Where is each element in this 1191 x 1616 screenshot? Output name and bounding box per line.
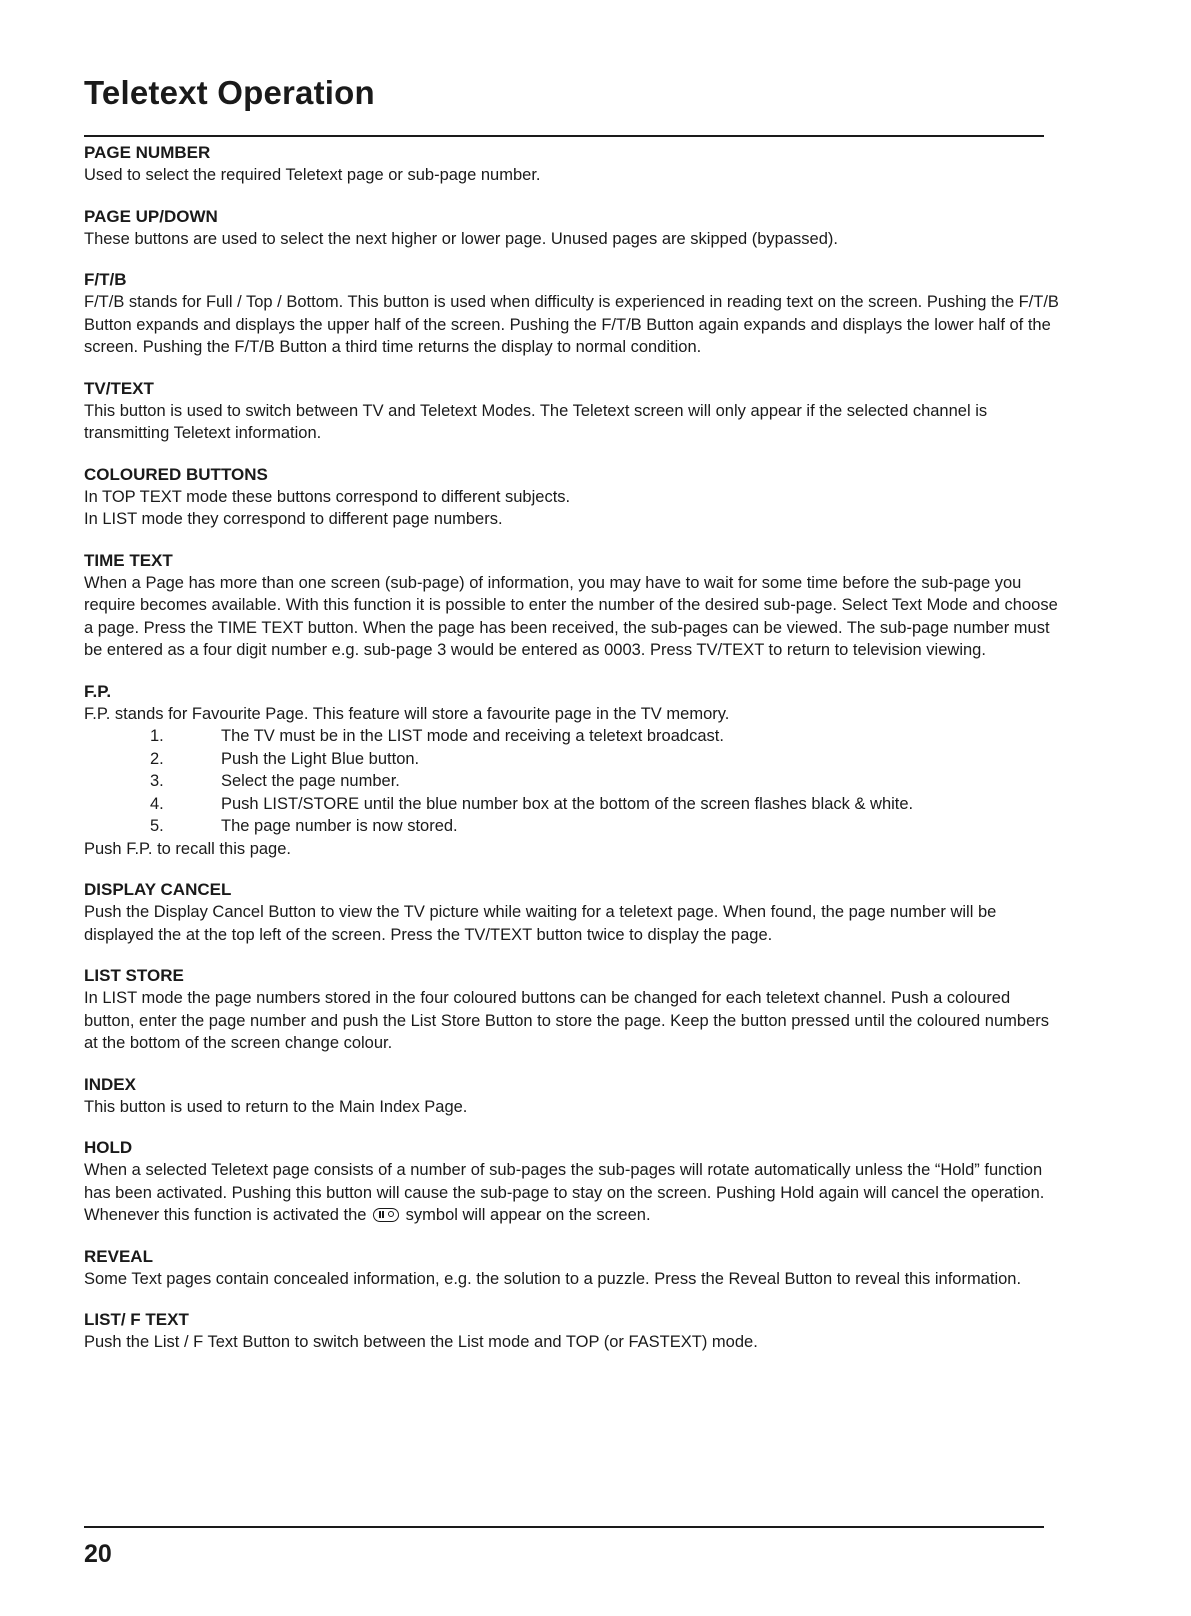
section-heading: INDEX [84, 1074, 136, 1094]
section-text: F.P. stands for Favourite Page. This feature will store a favourite page in the TV memory. [84, 704, 730, 723]
section-heading: TIME TEXT [84, 550, 173, 570]
step-number: 4. [150, 794, 164, 813]
hold-symbol-icon [373, 1208, 399, 1222]
section-heading: COLOURED BUTTONS [84, 464, 268, 484]
section-display-cancel [84, 879, 1064, 946]
section-index [84, 1074, 1064, 1119]
fp-steps-list [84, 725, 1064, 838]
step-number: 2. [150, 749, 164, 768]
section-text: This button is used to return to the Main Index Page. [84, 1097, 468, 1116]
section-list-store [84, 965, 1064, 1055]
hold-text-before: When a selected Teletext page consists of a number of sub-pages the sub-pages will rotate automatically unless the “Hold” function has been activated. Pushing this button will cause the sub-page to stay on the screen. Pushing Hold again will cancel the operation. Whenever this function is activated the [84, 1161, 1045, 1224]
list-item [84, 770, 1064, 793]
section-tvtext [84, 378, 1064, 445]
section-heading: PAGE NUMBER [84, 143, 211, 162]
section-time-text [84, 550, 1064, 662]
section-heading: LIST STORE [84, 966, 184, 985]
hold-text-after: symbol will appear on the screen. [405, 1206, 651, 1224]
section-text: Push the List / F Text Button to switch between the List mode and TOP (or FASTEXT) mode. [84, 1333, 758, 1351]
section-reveal [84, 1246, 1064, 1291]
manual-page [84, 0, 1084, 1616]
section-text: In LIST mode they correspond to different page numbers. [84, 510, 503, 528]
section-heading: F/T/B [84, 270, 127, 289]
step-number: 1. [150, 727, 164, 745]
list-item [84, 748, 1064, 771]
section-text [84, 1159, 1064, 1227]
step-text: The page number is now stored. [221, 817, 458, 835]
section-text: These buttons are used to select the next higher or lower page. Unused pages are skipped (bypassed). [84, 229, 838, 248]
section-list-ftext [84, 1309, 1064, 1354]
step-number: 5. [150, 817, 164, 835]
section-heading: F.P. [84, 681, 112, 701]
step-text: Push the Light Blue button. [221, 749, 420, 768]
section-hold [84, 1137, 1064, 1227]
section-heading: DISPLAY CANCEL [84, 880, 232, 899]
section-heading: PAGE UP/DOWN [84, 206, 218, 226]
step-text: Select the page number. [221, 772, 400, 790]
section-text: Used to select the required Teletext page or sub-page number. [84, 166, 541, 184]
step-text: The TV must be in the LIST mode and receiving a teletext broadcast. [221, 727, 724, 745]
section-ftb [84, 269, 1064, 359]
section-text: In LIST mode the page numbers stored in the four coloured buttons can be changed for each teletext channel. Push a coloured button, enter the page number and push the List Store Button to store the page. Keep the button pressed until the coloured numbers at the bottom of the screen change colour. [84, 989, 1049, 1052]
section-text: In TOP TEXT mode these buttons correspond to different subjects. [84, 487, 571, 506]
section-heading: LIST/ F TEXT [84, 1310, 189, 1329]
section-heading: TV/TEXT [84, 378, 154, 398]
bottom-divider [84, 1526, 1044, 1528]
list-item [84, 725, 1064, 748]
section-heading: HOLD [84, 1138, 133, 1157]
top-divider [84, 135, 1044, 137]
step-text: Push LIST/STORE until the blue number box at the bottom of the screen flashes black & white. [221, 794, 914, 813]
section-text: Some Text pages contain concealed information, e.g. the solution to a puzzle. Press the Reveal Button to reveal this information. [84, 1269, 1022, 1288]
page-title: Teletext Operation [84, 74, 375, 111]
section-text: F/T/B stands for Full / Top / Bottom. This button is used when difficulty is experienced in reading text on the screen. Pushing the F/T/B Button expands and displays the upper half of the screen. Pushing the F/T/B Button again expands and displays the lower half of the screen. Pushing the F/T/B Button a third time returns the display to normal condition. [84, 293, 1059, 356]
step-number: 3. [150, 772, 164, 790]
section-page-updown [84, 206, 1064, 251]
section-text: When a Page has more than one screen (sub-page) of information, you may have to wait for some time before the sub-page you require becomes available. With this function it is possible to enter the number of the desired sub-page. Select Text Mode and choose a page. Press the TIME TEXT button. When the page has been received, the sub-pages can be viewed. The sub-page number must be entered as a four digit number e.g. sub-page 3 would be entered as 0003. Press TV/TEXT to return to television viewing. [84, 573, 1058, 659]
section-coloured-buttons [84, 464, 1064, 531]
page-number: 20 [84, 1540, 112, 1568]
list-item [84, 793, 1064, 816]
section-heading: REVEAL [84, 1246, 153, 1266]
content [84, 142, 1064, 1373]
section-text: Push F.P. to recall this page. [84, 839, 291, 858]
section-text: This button is used to switch between TV and Teletext Modes. The Teletext screen will only appear if the selected channel is transmitting Teletext information. [84, 401, 988, 442]
section-page-number [84, 142, 1064, 187]
section-text: Push the Display Cancel Button to view the TV picture while waiting for a teletext page. When found, the page number will be displayed the at the top left of the screen. Press the TV/TEXT button twice to display the page. [84, 903, 997, 944]
section-fp [84, 681, 1064, 861]
list-item [84, 815, 1064, 838]
